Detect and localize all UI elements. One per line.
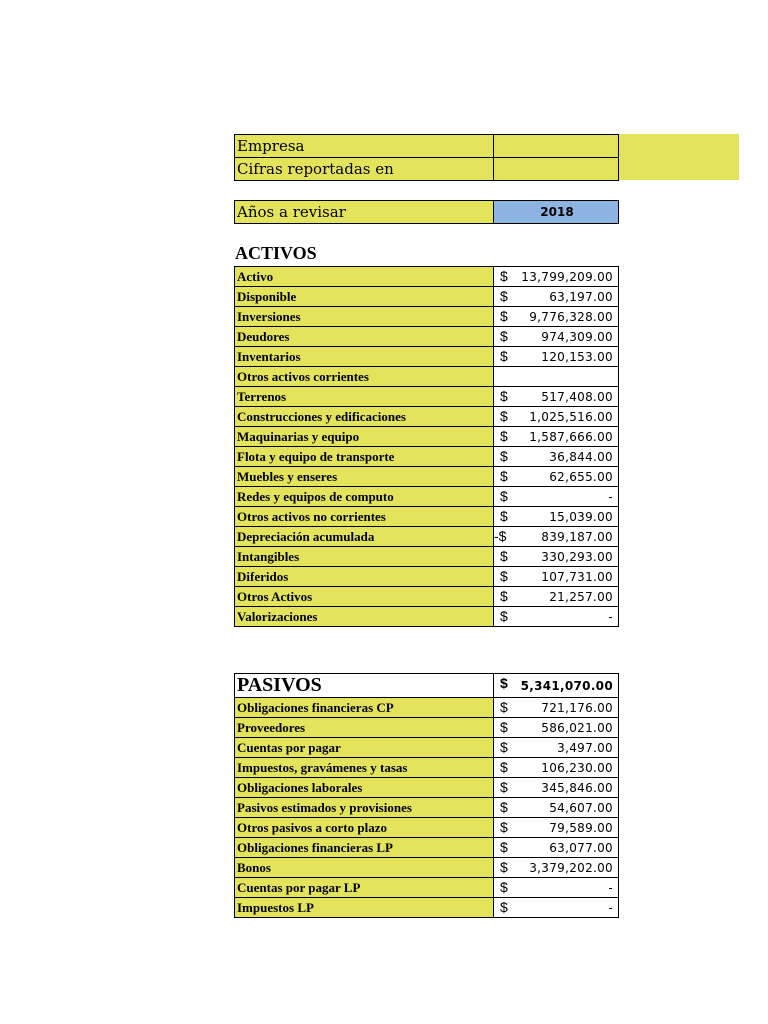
currency-symbol: $ [500, 468, 508, 484]
row-label: Obligaciones laborales [235, 778, 494, 798]
activos-row [235, 487, 619, 507]
amount-value: 9,776,328.00 [529, 309, 613, 324]
amount-value: 36,844.00 [549, 449, 613, 464]
amount-value: 3,379,202.00 [529, 860, 613, 875]
row-label: Otros Activos [235, 587, 494, 607]
amount-value: 107,731.00 [541, 569, 613, 584]
years-input[interactable]: 2018 [494, 201, 619, 224]
row-label: Otros activos no corrientes [235, 507, 494, 527]
row-value-cell[interactable] [494, 447, 619, 467]
amount-value: - [608, 900, 613, 915]
amount-value: 330,293.00 [541, 549, 613, 564]
activos-row [235, 527, 619, 547]
pasivos-total-value: 5,341,070.00 [520, 678, 613, 693]
pasivos-row [235, 758, 619, 778]
row-value-cell[interactable] [494, 567, 619, 587]
currency-symbol: $ [500, 488, 508, 504]
amount-value: 839,187.00 [541, 529, 613, 544]
row-label: Inventarios [235, 347, 494, 367]
row-label: Proveedores [235, 718, 494, 738]
pasivos-row [235, 798, 619, 818]
row-label: Intangibles [235, 547, 494, 567]
row-value-cell[interactable] [494, 858, 619, 878]
row-value-cell[interactable] [494, 698, 619, 718]
amount-value: 63,077.00 [549, 840, 613, 855]
activos-row [235, 367, 619, 387]
activos-title: ACTIVOS [235, 243, 317, 263]
row-value-cell[interactable] [494, 758, 619, 778]
currency-symbol: $ [500, 859, 508, 875]
row-value-cell[interactable] [494, 347, 619, 367]
currency-symbol: $ [500, 268, 508, 284]
row-value-cell[interactable] [494, 267, 619, 287]
row-value-cell[interactable] [494, 387, 619, 407]
activos-row [235, 287, 619, 307]
row-label: Otros activos corrientes [235, 367, 494, 387]
row-value-cell[interactable] [494, 898, 619, 918]
row-value-cell[interactable] [494, 838, 619, 858]
pasivos-header-row [235, 674, 619, 698]
pasivos-row [235, 898, 619, 918]
activos-row [235, 467, 619, 487]
currency-symbol: $ [500, 879, 508, 895]
row-value-cell[interactable] [494, 367, 619, 387]
years-table [234, 200, 619, 224]
row-label: Muebles y enseres [235, 467, 494, 487]
activos-row [235, 347, 619, 367]
currency-symbol: $ [500, 588, 508, 604]
row-value-cell[interactable] [494, 587, 619, 607]
row-label: Redes y equipos de computo [235, 487, 494, 507]
amount-value: 974,309.00 [541, 329, 613, 344]
row-value-cell[interactable] [494, 607, 619, 627]
row-label: Terrenos [235, 387, 494, 407]
currency-symbol: $ [500, 508, 508, 524]
row-label: Obligaciones financieras CP [235, 698, 494, 718]
row-label: Activo [235, 267, 494, 287]
currency-symbol: $ [500, 675, 508, 691]
currency-symbol: $ [500, 739, 508, 755]
currency-symbol: $ [500, 448, 508, 464]
row-value-cell[interactable] [494, 427, 619, 447]
row-label: Valorizaciones [235, 607, 494, 627]
row-label: Obligaciones financieras LP [235, 838, 494, 858]
company-label: Empresa [235, 135, 494, 158]
pasivos-row [235, 718, 619, 738]
highlight-fill [617, 134, 739, 180]
activos-row [235, 447, 619, 467]
row-value-cell[interactable] [494, 718, 619, 738]
pasivos-title: PASIVOS [235, 674, 494, 698]
activos-row [235, 267, 619, 287]
currency-symbol: $ [500, 719, 508, 735]
row-value-cell[interactable] [494, 527, 619, 547]
years-row [235, 201, 619, 224]
amount-value: 1,587,666.00 [529, 429, 613, 444]
row-value-cell[interactable] [494, 327, 619, 347]
amount-value: 62,655.00 [549, 469, 613, 484]
activos-row [235, 327, 619, 347]
pasivos-row [235, 878, 619, 898]
row-label: Cuentas por pagar LP [235, 878, 494, 898]
company-info-table [234, 134, 619, 181]
pasivos-row [235, 738, 619, 758]
row-label: Impuestos, gravámenes y tasas [235, 758, 494, 778]
activos-row [235, 407, 619, 427]
activos-row [235, 567, 619, 587]
pasivos-row [235, 778, 619, 798]
amount-value: 345,846.00 [541, 780, 613, 795]
row-label: Disponible [235, 287, 494, 307]
activos-row [235, 587, 619, 607]
row-value-cell[interactable] [494, 818, 619, 838]
amount-value: 120,153.00 [541, 349, 613, 364]
activos-row [235, 607, 619, 627]
row-label: Construcciones y edificaciones [235, 407, 494, 427]
row-label: Bonos [235, 858, 494, 878]
currency-symbol: $ [500, 779, 508, 795]
row-value-cell[interactable] [494, 798, 619, 818]
currency-symbol: $ [500, 328, 508, 344]
amount-value: 586,021.00 [541, 720, 613, 735]
row-value-cell[interactable] [494, 407, 619, 427]
pasivos-row [235, 858, 619, 878]
currency-symbol: $ [500, 699, 508, 715]
row-value-cell[interactable] [494, 467, 619, 487]
row-label: Inversiones [235, 307, 494, 327]
amount-value: 3,497.00 [557, 740, 613, 755]
amount-value: - [608, 489, 613, 504]
row-value-cell[interactable] [494, 547, 619, 567]
units-input[interactable] [494, 158, 619, 181]
currency-symbol: $ [500, 548, 508, 564]
activos-row [235, 307, 619, 327]
row-label: Impuestos LP [235, 898, 494, 918]
amount-value: 517,408.00 [541, 389, 613, 404]
currency-symbol: $ [500, 839, 508, 855]
currency-symbol: $ [500, 819, 508, 835]
activos-row [235, 547, 619, 567]
units-row [235, 158, 619, 181]
row-label: Flota y equipo de transporte [235, 447, 494, 467]
currency-symbol: $ [500, 608, 508, 624]
currency-symbol: $ [500, 408, 508, 424]
row-value-cell[interactable] [494, 507, 619, 527]
activos-table [234, 266, 619, 627]
currency-symbol: $ [500, 899, 508, 915]
amount-value: - [608, 880, 613, 895]
row-label: Deudores [235, 327, 494, 347]
row-value-cell[interactable] [494, 738, 619, 758]
row-label: Otros pasivos a corto plazo [235, 818, 494, 838]
amount-value: 1,025,516.00 [529, 409, 613, 424]
amount-value: 13,799,209.00 [521, 269, 613, 284]
amount-value: 79,589.00 [549, 820, 613, 835]
currency-symbol: -$ [494, 528, 507, 544]
row-label: Maquinarias y equipo [235, 427, 494, 447]
pasivos-row [235, 838, 619, 858]
row-label: Pasivos estimados y provisiones [235, 798, 494, 818]
company-input[interactable] [494, 135, 619, 158]
amount-value: 21,257.00 [549, 589, 613, 604]
row-label: Cuentas por pagar [235, 738, 494, 758]
currency-symbol: $ [500, 428, 508, 444]
amount-value: 54,607.00 [549, 800, 613, 815]
amount-value: - [608, 609, 613, 624]
amount-value: 106,230.00 [541, 760, 613, 775]
row-value-cell[interactable] [494, 878, 619, 898]
currency-symbol: $ [500, 388, 508, 404]
company-row [235, 135, 619, 158]
pasivos-row [235, 698, 619, 718]
row-label: Diferidos [235, 567, 494, 587]
row-label: Depreciación acumulada [235, 527, 494, 547]
currency-symbol: $ [500, 568, 508, 584]
pasivos-total-cell[interactable] [494, 674, 619, 698]
amount-value: 721,176.00 [541, 700, 613, 715]
units-label: Cifras reportadas en [235, 158, 494, 181]
currency-symbol: $ [500, 348, 508, 364]
currency-symbol: $ [500, 288, 508, 304]
amount-value: 15,039.00 [549, 509, 613, 524]
row-value-cell[interactable] [494, 487, 619, 507]
row-value-cell[interactable] [494, 287, 619, 307]
currency-symbol: $ [500, 759, 508, 775]
amount-value: 63,197.00 [549, 289, 613, 304]
pasivos-table [234, 673, 619, 918]
activos-row [235, 507, 619, 527]
row-value-cell[interactable] [494, 307, 619, 327]
currency-symbol: $ [500, 799, 508, 815]
row-value-cell[interactable] [494, 778, 619, 798]
pasivos-row [235, 818, 619, 838]
activos-row [235, 387, 619, 407]
currency-symbol: $ [500, 308, 508, 324]
years-label: Años a revisar [235, 201, 494, 224]
activos-row [235, 427, 619, 447]
